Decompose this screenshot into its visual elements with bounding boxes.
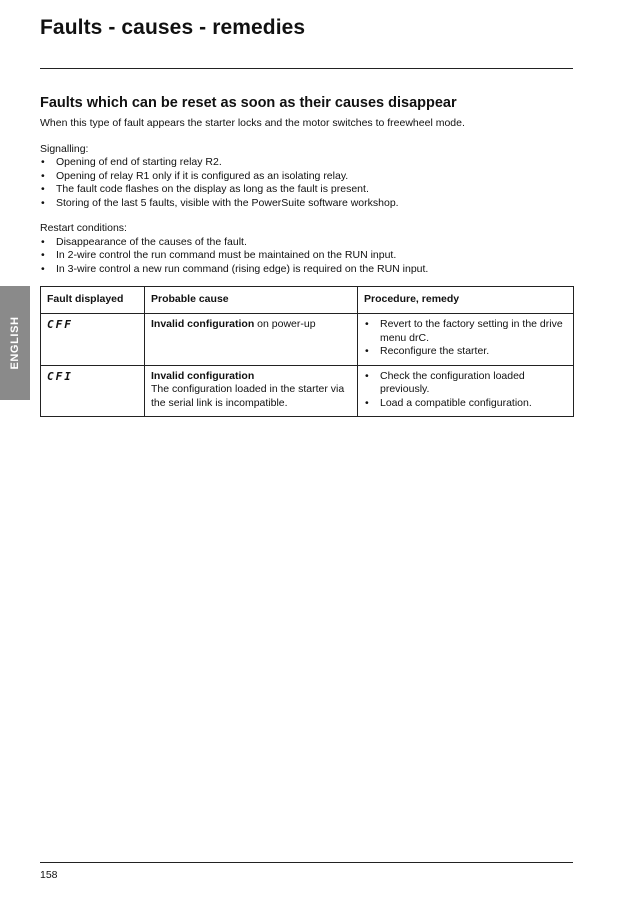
- header-procedure-remedy: Procedure, remedy: [358, 287, 574, 314]
- remedy-item: • Check the configuration loaded previously.: [364, 370, 567, 397]
- table-row: [41, 314, 574, 366]
- table-row: [41, 365, 574, 417]
- section-content: [40, 95, 574, 276]
- header-rule: [40, 68, 573, 69]
- list-item: • Storing of the last 5 faults, visible with the PowerSuite software workshop.: [40, 197, 574, 211]
- remedy-list: [364, 318, 567, 359]
- cause-detail: on power-up: [254, 318, 316, 330]
- cause-title: Invalid configuration: [151, 369, 255, 382]
- intro-text: When this type of fault appears the starter locks and the motor switches to freewheel mode.: [40, 117, 465, 129]
- header-probable-cause: Probable cause: [145, 287, 358, 314]
- list-item: • The fault code flashes on the display as long as the fault is present.: [40, 183, 574, 197]
- signalling-list: [40, 156, 574, 210]
- remedy-item: • Revert to the factory setting in the drive menu drC.: [364, 318, 567, 345]
- remedy-item: • Load a compatible configuration.: [364, 397, 567, 411]
- signalling-label: Signalling:: [40, 142, 89, 155]
- side-tab-label: ENGLISH: [9, 316, 21, 370]
- remedy-item: • Reconfigure the starter.: [364, 345, 567, 359]
- list-item: • Opening of relay R1 only if it is configured as an isolating relay.: [40, 170, 574, 184]
- list-item: • In 3-wire control a new run command (rising edge) is required on the RUN input.: [40, 263, 574, 277]
- fault-code: CFI: [47, 369, 73, 383]
- list-item: • Opening of end of starting relay R2.: [40, 156, 574, 170]
- cause-title: Invalid configuration: [151, 318, 255, 330]
- header-fault-displayed: Fault displayed: [41, 287, 145, 314]
- page-title: Faults - causes - remedies: [40, 16, 306, 39]
- fault-code: CFF: [47, 318, 73, 331]
- list-item: • In 2-wire control the run command must be maintained on the RUN input.: [40, 249, 574, 263]
- footer-rule: [40, 862, 573, 863]
- faults-table: [40, 286, 574, 417]
- remedy-list: [364, 370, 567, 411]
- cause-detail: The configuration loaded in the starter via the serial link is incompatible.: [151, 383, 345, 409]
- language-side-tab: [0, 286, 30, 400]
- restart-label: Restart conditions:: [40, 222, 127, 234]
- list-item: • Disappearance of the causes of the fault.: [40, 236, 574, 250]
- section-heading: Faults which can be reset as soon as their causes disappear: [40, 95, 457, 111]
- page-number: 158: [40, 869, 58, 881]
- table-header-row: [41, 287, 574, 314]
- restart-list: [40, 236, 574, 277]
